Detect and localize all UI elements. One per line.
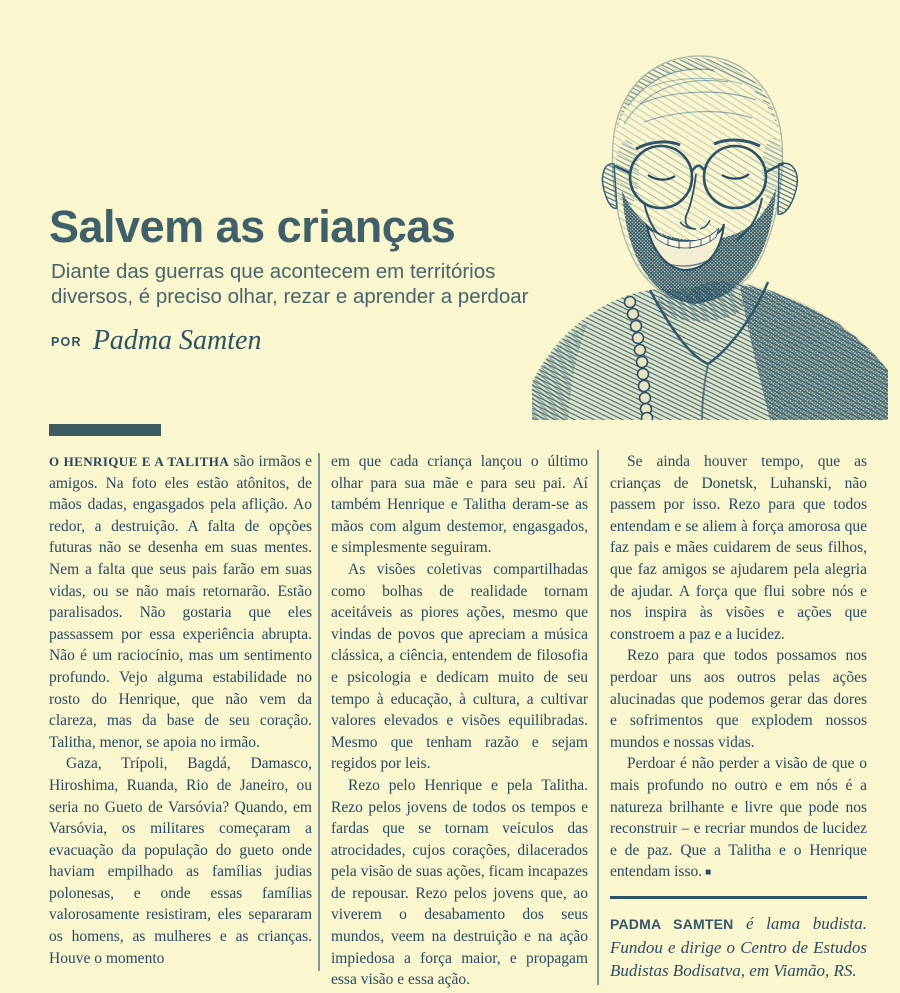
- paragraph: [49, 451, 312, 753]
- paragraph-text: são irmãos e amigos. Na foto eles estão atônitos, de mãos dadas, engasgados pela aflição. Ao redor, a destruição. A falta de opções futuras não se desenha em suas mentes. Nem a falta que seus pais farão em suas vidas, ou se não mais retornarão. Estão paralisados. Não gostaria que eles passassem por essa experiência abrupta. Não é um raciocínio, mas um sentimento profundo. Vejo alguma estabilidade no rosto do Henrique, que não vem da clareza, mas da base de seu coração. Talitha, menor, se apoia no irmão.: [49, 453, 312, 751]
- paragraph: Se ainda houver tempo, que as crianças de Donetsk, Luhanski, não passem por isso. Rezo para que todos entendam e se aliem à força amorosa que faz pais e mães cuidarem de seus filhos, que faz amigos se ajudarem pela alegria de ajudar. A força que flui sobre nós e nos inspira às visões e ações que constroem a paz e a lucidez.: [610, 453, 867, 643]
- byline-author: Padma Samten: [92, 325, 262, 356]
- column-divider: [597, 450, 599, 985]
- section-marker-bar: [49, 424, 161, 436]
- paragraph: Rezo para que todos possamos nos perdoar uns aos outros pelas ações alucinadas que podemos gerar das dores e sofrimentos que explodem nossos mundos e nossas vidas.: [610, 647, 867, 751]
- paragraph: Rezo pelo Henrique e pela Talitha. Rezo pelos jovens de todos os tempos e fardas que se tornam veículos das atrocidades, cujos corações, dilacerados pela visão de suas ações, ficam incapazes de repousar. Rezo pelos jovens que, ao viverem o desabamento dos seus mundos, veem na destruição e na ação impiedosa a força maior, e propagam essa visão e essa ação.: [331, 776, 588, 989]
- byline-prefix: POR: [51, 335, 82, 349]
- article-header: [49, 203, 549, 357]
- paragraph: As visões coletivas compartilhadas como bolhas de realidade tornam aceitáveis as piores ações, mesmo que vindas de povos que apreciam a música clássica, a ciência, entendem de filosofia e psicologia e dedicam muito de seu tempo à educação, à cultura, a cultivar valores elevados e visões equilibradas. Mesmo que tenham razão e sejam regidos por leis.: [331, 560, 588, 773]
- author-bio-text: é lama budista. Fundou e dirige o Centro de Estudos Budistas Bodisatva, em Viamão, RS.: [610, 913, 868, 980]
- text-column-2: [331, 451, 588, 993]
- page-title: Salvem as crianças: [49, 201, 456, 252]
- article-deck: Diante das guerras que acontecem em territórios diversos, é preciso olhar, rezar e aprender a perdoar: [51, 260, 529, 308]
- column-divider: [318, 453, 320, 971]
- text-column-1: [49, 451, 312, 993]
- end-of-article-mark: ■: [705, 867, 712, 879]
- paragraph: Gaza, Trípoli, Bagdá, Damasco, Hiroshima, Ruanda, Rio de Janeiro, ou seria no Gueto de Varsóvia? Quando, em Varsóvia, os militares começaram a evacuação da população do gueto onde haviam empilhado as famílias judias polonesas, e onde essas famílias valorosamente resistiram, eles separaram os homens, as mulheres e as crianças. Houve o momento: [49, 755, 312, 967]
- author-bio: [610, 912, 867, 982]
- lead-in-caps: O HENRIQUE E A TALITHA: [49, 454, 230, 469]
- author-bio-name: PADMA SAMTEN: [610, 915, 734, 932]
- paragraph-text: Perdoar é não perder a visão de que o mais profundo no outro e em nós é a natureza brilhante e livre que pode nos reconstruir – e recriar mundos de lucidez e de paz. Que a Talitha e o Henrique entendam isso.: [610, 755, 867, 881]
- byline: [51, 325, 549, 357]
- text-column-3: [610, 451, 867, 993]
- paragraph: em que cada criança lançou o último olhar para sua mãe e para seu pai. Aí também Henrique e Talitha deram-se as mãos com algum destemor, engasgados, e simplesmente seguiram.: [331, 453, 588, 557]
- portrait-illustration: [532, 32, 888, 420]
- paragraph: [610, 753, 867, 884]
- bio-divider-rule: [610, 896, 867, 899]
